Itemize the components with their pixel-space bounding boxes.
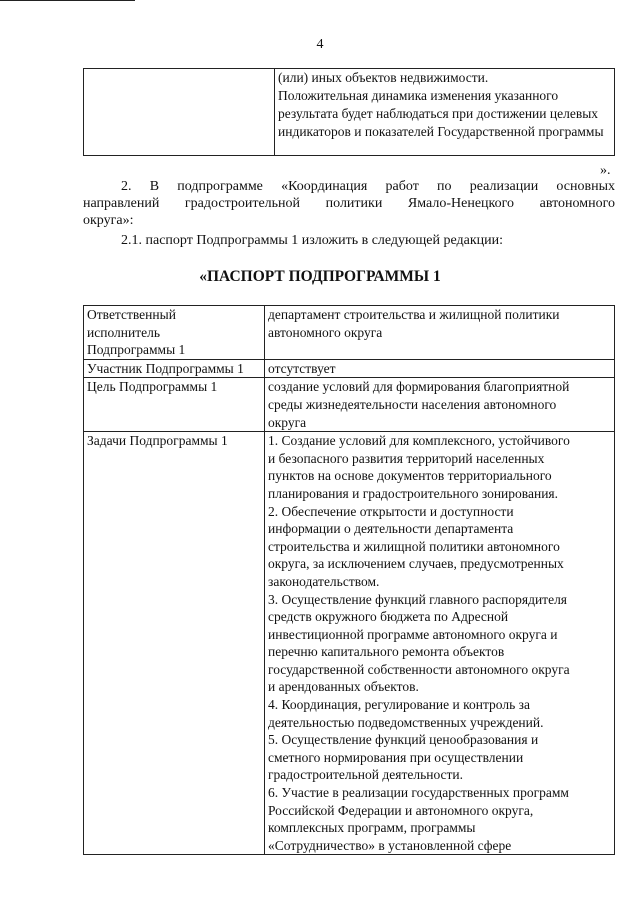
continuation-left-cell [84,69,275,156]
table-row [84,359,615,378]
table-row [84,306,615,360]
row-value-tasks: 1. Создание условий для комплексного, устойчивого и безопасного развития территорий населенных пунктов на основе документов территориального планирования и градостроительного зонирования. 2. Обеспечение открытости и доступности информации о деятельности департамента строительства и жилищной политики автономного округа, за исключением случаев, предусмотренных законодательством. 3. Осуществление функций главного распорядителя средств окружного бюджета по Адресной инвестиционной программе автономного округа и перечню капитального ремонта объектов государственной собственности автономного округа и арендованных объектов. 4. Координация, регулирование и контроль за деятельностью подведомственных учреждений. 5. Осуществление функций ценообразования и сметного нормирования при осуществлении градостроительной деятельности. 6. Участие в реализации государственных программ Российской Федерации и автономного округа, комплексных программ, программы «Сотрудничество» в установленной сфере [265,432,615,855]
passport-heading: «ПАСПОРТ ПОДПРОГРАММЫ 1 [199,268,441,285]
continuation-right-cell: (или) иных объектов недвижимости. Положительная динамика изменения указанного результата будет наблюдаться при достижении целевых индикаторов и показателей Государственной программы [275,69,615,156]
paragraph-1-line-1 [83,178,615,195]
table-row [84,378,615,432]
row-value-goal: создание условий для формирования благоприятной среды жизнедеятельности населения автономного округа [265,378,615,432]
table-row [84,69,615,156]
paragraph-1-line-2: направлений градостроительной политики Ямало-Ненецкого автономного [83,196,615,211]
page-number: 4 [316,37,324,52]
continuation-table [83,68,615,156]
table-row [84,432,615,855]
row-label-responsible: Ответственный исполнитель Подпрограммы 1 [84,306,265,360]
paragraph-1-text: 2. В подпрограмме «Координация работ по реализации основных [121,179,615,194]
row-label-participant: Участник Подпрограммы 1 [84,359,265,378]
top-rule [0,0,135,1]
paragraph-1-line-3: округа»: [83,213,134,228]
closing-quote: ». [600,163,611,178]
row-label-goal: Цель Подпрограммы 1 [84,378,265,432]
row-label-tasks: Задачи Подпрограммы 1 [84,432,265,855]
row-value-participant: отсутствует [265,359,615,378]
row-value-responsible: департамент строительства и жилищной политики автономного округа [265,306,615,360]
paragraph-2: 2.1. паспорт Подпрограммы 1 изложить в следующей редакции: [121,233,504,248]
passport-table [83,305,615,855]
